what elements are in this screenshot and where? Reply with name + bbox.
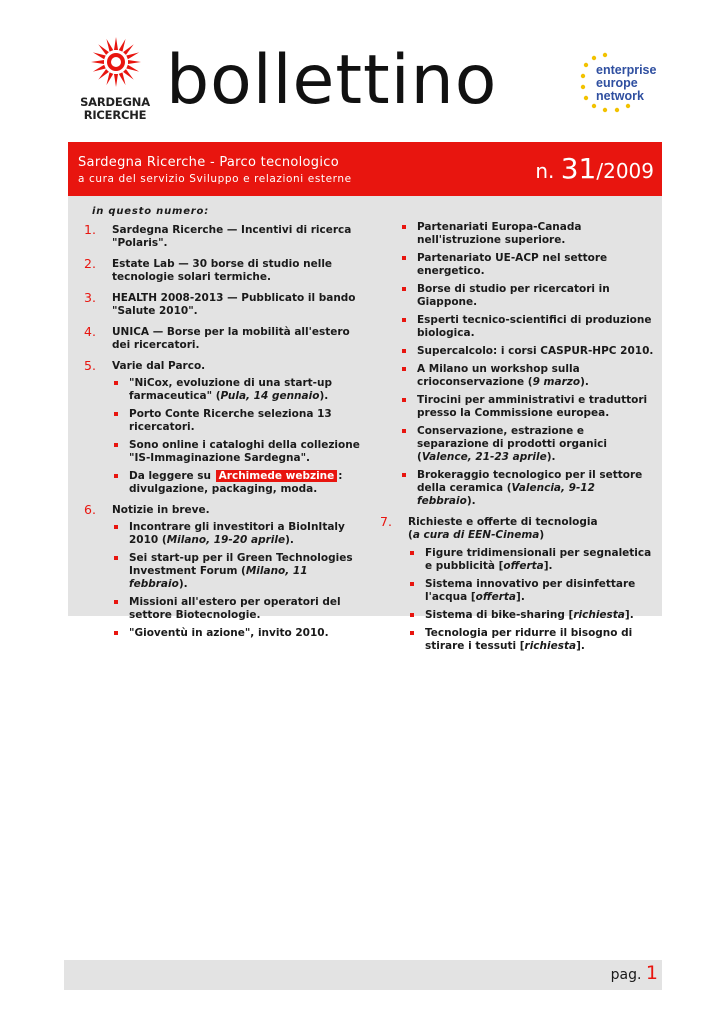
toc-item-number: 6.	[84, 502, 96, 517]
toc-subitem[interactable]: Figure tridimensionali per segnaletica e pubblicità [offerta].	[408, 547, 656, 573]
toc-item[interactable]	[84, 258, 366, 284]
page-label: pag.	[610, 967, 642, 983]
toc-subitem[interactable]: "Gioventù in azione", invito 2010.	[112, 627, 366, 640]
toc-item-text: HEALTH 2008-2013 — Pubblicato il bando "Salute 2010".	[112, 292, 356, 317]
toc-subitem[interactable]: "NiCox, evoluzione di una start-up farmaceutica" (Pula, 14 gennaio).	[112, 377, 366, 403]
toc-subitem[interactable]: Borse di studio per ricercatori in Giappone.	[400, 283, 656, 309]
toc-item-text: UNICA — Borse per la mobilità all'estero dei ricercatori.	[112, 326, 350, 351]
toc-item[interactable]	[84, 292, 366, 318]
banner-line2: a cura del servizio Sviluppo e relazioni esterne	[78, 173, 352, 185]
toc-subitem[interactable]: Da leggere su Archimede webzine : divulgazione, packaging, moda.	[112, 470, 366, 496]
toc-subitem[interactable]: Supercalcolo: i corsi CASPUR-HPC 2010.	[400, 345, 656, 358]
toc-subitem[interactable]: Partenariato UE-ACP nel settore energetico.	[400, 252, 656, 278]
right-logo-text: enterprise europe network	[596, 63, 657, 103]
toc-subitem[interactable]: A Milano un workshop sulla crioconservazione (9 marzo).	[400, 363, 656, 389]
toc-subitem[interactable]: Porto Conte Ricerche seleziona 13 ricercatori.	[112, 408, 366, 434]
contents-panel	[68, 196, 662, 652]
toc-item[interactable]	[84, 224, 366, 250]
toc-subitem[interactable]: Missioni all'estero per operatori del settore Biotecnologie.	[112, 596, 366, 622]
page-footer	[64, 960, 662, 990]
toc-subitem[interactable]: Sono online i cataloghi della collezione "IS-Immaginazione Sardegna".	[112, 439, 366, 465]
toc-item[interactable]	[84, 504, 366, 640]
toc-item[interactable]	[84, 326, 366, 352]
toc-subitem[interactable]: Sistema di bike-sharing [richiesta].	[408, 609, 656, 622]
een-logo	[580, 52, 660, 118]
toc-subitem[interactable]: Tecnologia per ridurre il bisogno di stirare i tessuti [richiesta].	[408, 627, 656, 653]
toc-item[interactable]	[84, 360, 366, 496]
banner-line1: Sardegna Ricerche - Parco tecnologico	[78, 155, 339, 170]
toc-item-number: 7.	[380, 514, 392, 529]
issue-prefix: n.	[535, 159, 555, 183]
toc-subitem[interactable]: Brokeraggio tecnologico per il settore della ceramica (Valencia, 9-12 febbraio).	[400, 469, 656, 508]
header-banner	[68, 142, 662, 196]
toc-subitem[interactable]: Tirocini per amministrativi e traduttori presso la Commissione europea.	[400, 394, 656, 420]
toc-subitem[interactable]: Incontrare gli investitori a BioInItaly 2010 (Milano, 19-20 aprile).	[112, 521, 366, 547]
toc-item[interactable]: 7. Richieste e offerte di tecnologia (a cura di EEN-Cinema) Figure tridimensionali per segnaletica e pubblicità [offerta]. Sistema innovativo per disinfettare l'acqua [offerta]. Sistema di bike-sharing [richiesta]. Tecnologia per ridurre il bisogno di stirare i tessuti [richiesta].	[380, 516, 656, 653]
toc-subitem[interactable]: Conservazione, estrazione e separazione di prodotti organici (Valence, 21-23 aprile).	[400, 425, 656, 464]
toc-item-number: 2.	[84, 256, 96, 271]
page-number: 1	[645, 962, 658, 984]
issue-num: 31	[560, 152, 597, 185]
issue-number	[535, 152, 654, 185]
toc-item-number: 5.	[84, 358, 96, 373]
toc-item-text: Notizie in breve.	[112, 504, 210, 516]
toc-sublist	[408, 547, 656, 653]
contents-heading: in questo numero:	[92, 206, 210, 217]
archimede-webzine-link[interactable]: Archimede webzine	[216, 470, 338, 482]
toc-subitem[interactable]: Sei start-up per il Green Technologies Investment Forum (Milano, 11 febbraio).	[112, 552, 366, 591]
toc-subitem[interactable]: Sistema innovativo per disinfettare l'acqua [offerta].	[408, 578, 656, 604]
contents-left-column	[84, 224, 366, 648]
sardegna-ricerche-logo	[72, 32, 158, 128]
issue-year: /2009	[596, 159, 654, 183]
toc-item-text: Richieste e offerte di tecnologia	[408, 516, 598, 528]
toc-item-text: Sardegna Ricerche — Incentivi di ricerca "Polaris".	[112, 224, 352, 249]
toc-sublist	[112, 377, 366, 496]
left-logo-text: SARDEGNA RICERCHE	[80, 95, 150, 122]
toc-item-text: Varie dal Parco.	[112, 360, 206, 372]
toc-item-note: a cura di EEN-Cinema	[412, 529, 540, 541]
page-title: bollettino	[166, 41, 498, 120]
toc-item-number: 3.	[84, 290, 96, 305]
toc-sublist	[112, 521, 366, 640]
sun-logo-icon	[90, 36, 142, 88]
toc-sublist	[400, 221, 656, 508]
toc-item-text: Estate Lab — 30 borse di studio nelle tecnologie solari termiche.	[112, 258, 333, 283]
toc-item-number: 1.	[84, 222, 96, 237]
toc-subitem[interactable]: Partenariati Europa-Canada nell'istruzione superiore.	[400, 221, 656, 247]
toc-subitem[interactable]: Esperti tecnico-scientifici di produzione biologica.	[400, 314, 656, 340]
toc-item-number: 4.	[84, 324, 96, 339]
page-indicator	[611, 962, 658, 984]
contents-right-column	[380, 221, 656, 661]
